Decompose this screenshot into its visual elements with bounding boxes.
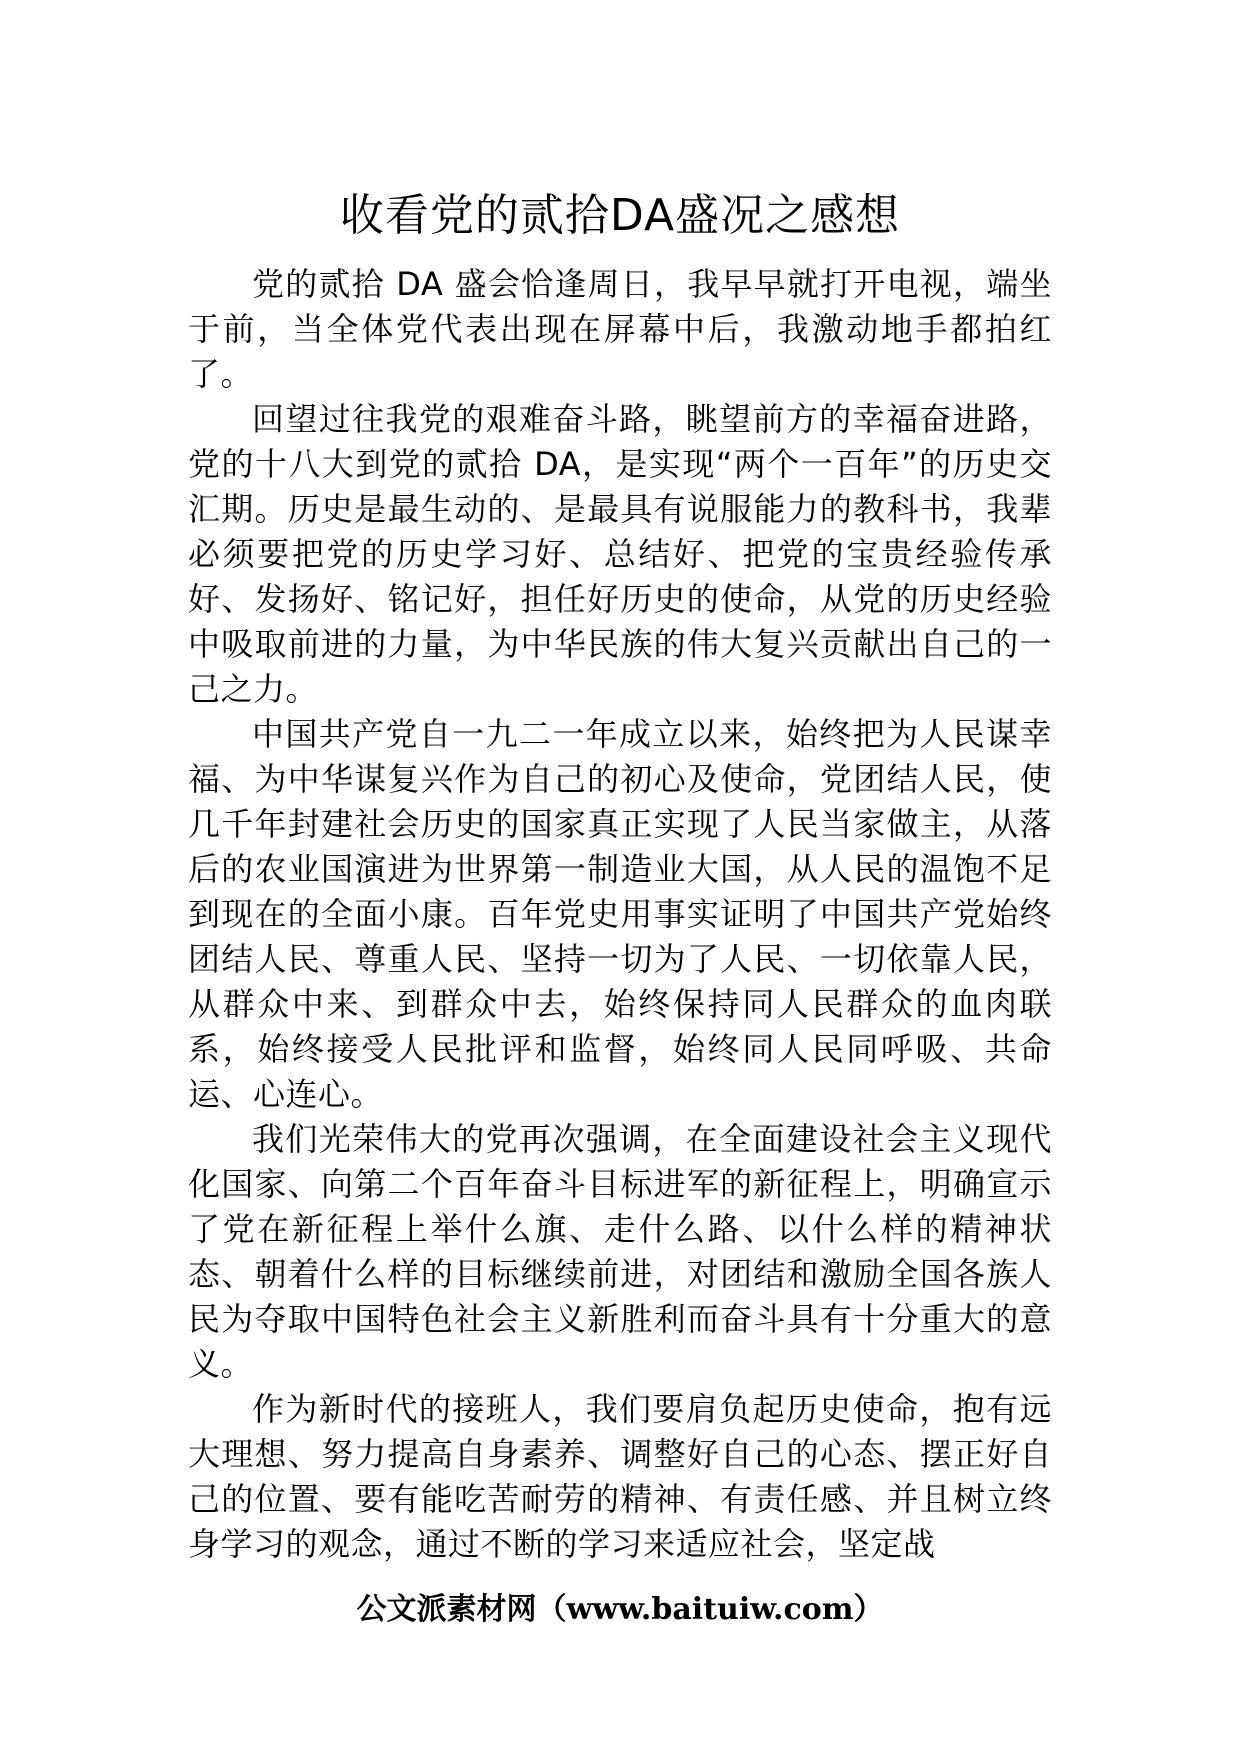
document-body — [188, 262, 1052, 1567]
paragraph-5: 作为新时代的接班人，我们要肩负起历史使命，抱有远大理想、努力提高自身素养、调整好自己的心态、摆正好自己的位置、要有能吃苦耐劳的精神、有责任感、并且树立终身学习的观念，通过不断的学习来适应社会，坚定战 — [188, 1390, 1052, 1563]
paragraph-1: 党的贰拾 DA 盛会恰逢周日，我早早就打开电视，端坐于前，当全体党代表出现在屏幕中后，我激动地手都拍红了。 — [188, 265, 1052, 393]
document-title: 收看党的贰拾DA盛况之感想 — [339, 190, 901, 241]
paragraph-2: 回望过往我党的艰难奋斗路，眺望前方的幸福奋进路，党的十八大到党的贰拾 DA，是实现“两个一百年”的历史交汇期。历史是最生动的、是最具有说服能力的教科书，我辈必须要把党的历史学习好、总结好、把党的宝贵经验传承好、发扬好、铭记好，担任好历史的使命，从党的历史经验中吸取前进的力量，为中华民族的伟大复兴贡献出自己的一己之力。 — [188, 400, 1052, 708]
footer-source: 公文派素材网（www.baituiw.com） — [356, 1592, 884, 1627]
paragraph-4: 我们光荣伟大的党再次强调，在全面建设社会主义现代化国家、向第二个百年奋斗目标进军的新征程上，明确宣示了党在新征程上举什么旗、走什么路、以什么样的精神状态、朝着什么样的目标继续前进，对团结和激励全国各族人民为夺取中国特色社会主义新胜利而奋斗具有十分重大的意义。 — [188, 1120, 1052, 1383]
paragraph-3: 中国共产党自一九二一年成立以来，始终把为人民谋幸福、为中华谋复兴作为自己的初心及使命，党团结人民，使几千年封建社会历史的国家真正实现了人民当家做主，从落后的农业国演进为世界第一制造业大国，从人民的温饱不足到现在的全面小康。百年党史用事实证明了中国共产党始终团结人民、尊重人民、坚持一切为了人民、一切依靠人民，从群众中来、到群众中去，始终保持同人民群众的血肉联系，始终接受人民批评和监督，始终同人民同呼吸、共命运、心连心。 — [188, 715, 1052, 1113]
